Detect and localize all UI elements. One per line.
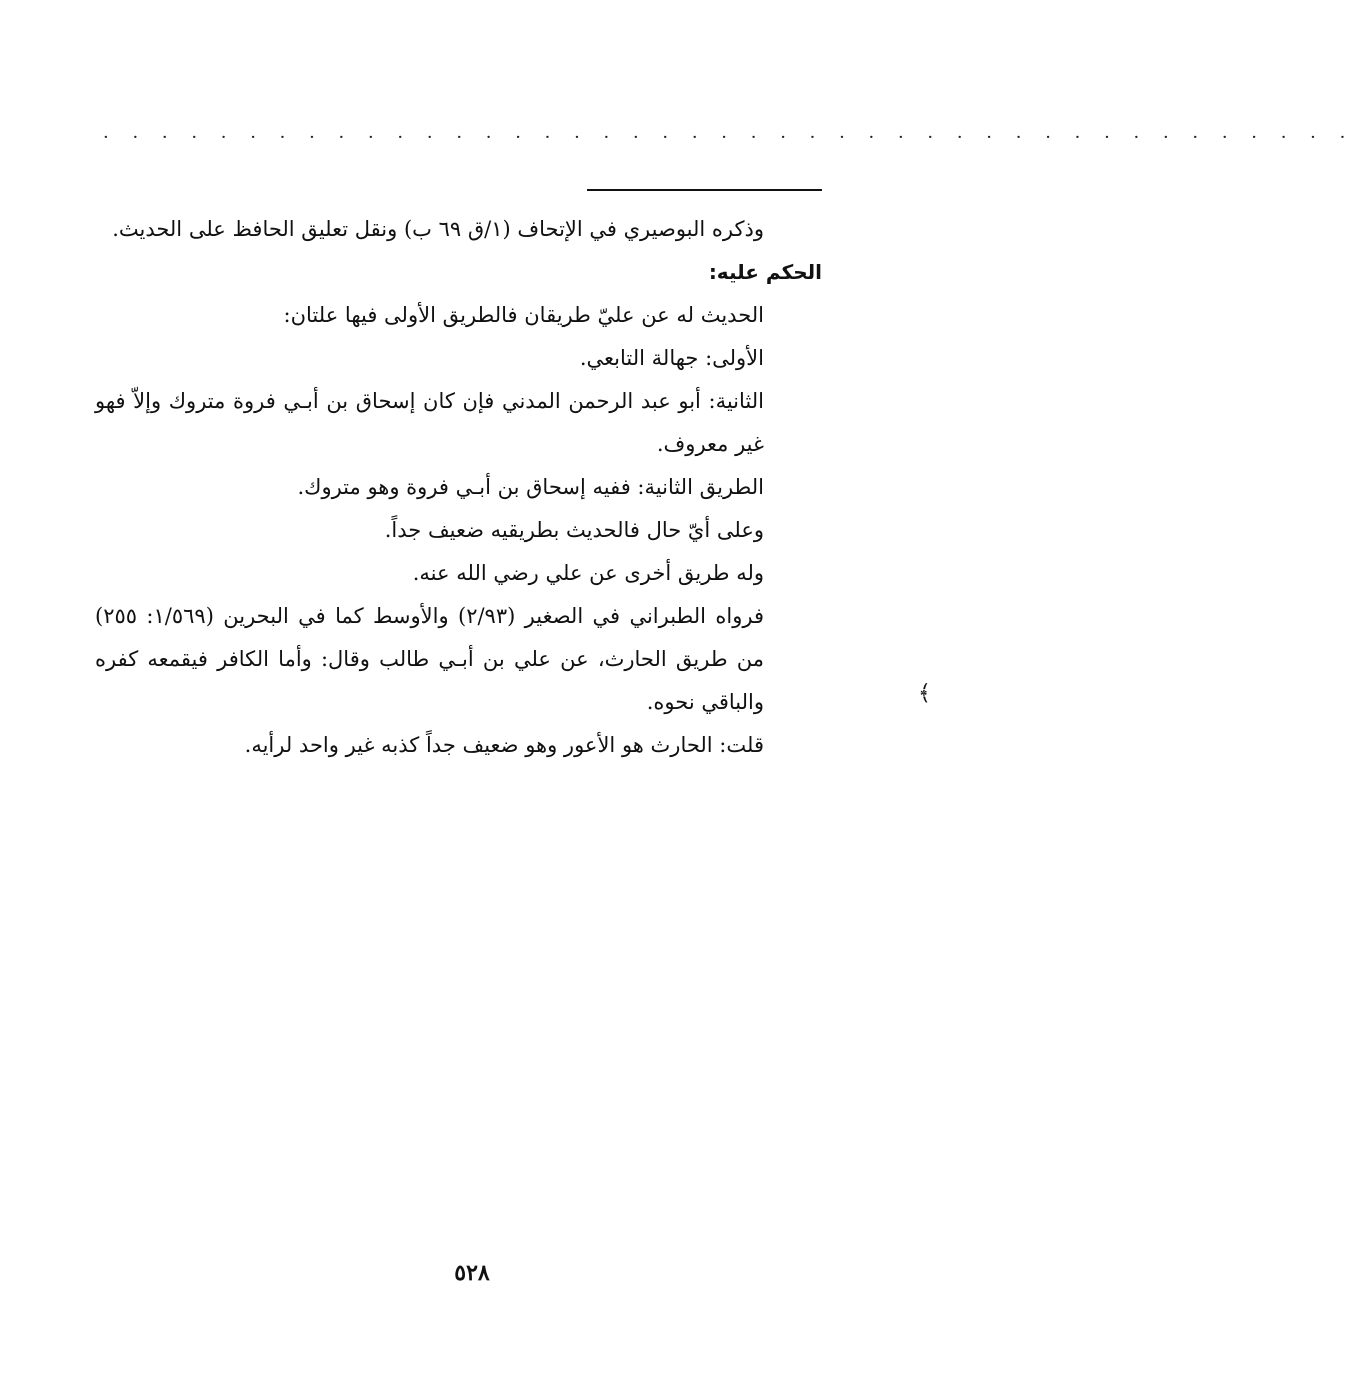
section-heading: الحكم عليه: xyxy=(708,260,822,284)
paragraph-first-defect: الأولى: جهالة التابعي. xyxy=(579,346,764,370)
footnote-rule xyxy=(587,189,822,191)
paragraph-conclusion: قلت: الحارث هو الأعور وهو ضعيف جداً كذبه غير واحد لرأيه. xyxy=(244,733,764,757)
paragraph-second-defect: الثانية: أبو عبد الرحمن المدني فإن كان إسحاق بن أبـي فروة متروك وإلاّ فهو غير معروف. xyxy=(95,389,764,456)
page-number: ٥٢٨ xyxy=(454,1260,490,1286)
dotted-separator: · · · · · · · · · · · · · · · · · · · · · · · · · · · · · · · · · · · · · · · · · · · xyxy=(103,127,1354,148)
paragraph-other-route: وله طريق أخرى عن علي رضي الله عنه. xyxy=(412,561,764,585)
paragraph-verdict: وعلى أيّ حال فالحديث بطريقيه ضعيف جداً. xyxy=(384,518,764,542)
paragraph-two-routes: الحديث له عن عليّ طريقان فالطريق الأولى فيها علتان: xyxy=(283,303,764,327)
paragraph-source-note: وذكره البوصيري في الإتحاف (١/ق ٦٩ ب) ونقل تعليق الحافظ على الحديث. xyxy=(112,217,764,241)
paragraph-second-route: الطريق الثانية: ففيه إسحاق بن أبـي فروة وهو متروك. xyxy=(297,475,764,499)
margin-bracket-mark: ﴾ xyxy=(918,681,931,706)
paragraph-tabarani: فرواه الطبراني في الصغير (٢/٩٣) والأوسط كما في البحرين (١/٥٦٩: ٢٥٥) من طريق الحارث، عن علي بن أبـي طالب وقال: وأما الكافر فيقمعه كفره والباقي نحوه. xyxy=(95,604,764,714)
footnote-text xyxy=(95,208,822,767)
